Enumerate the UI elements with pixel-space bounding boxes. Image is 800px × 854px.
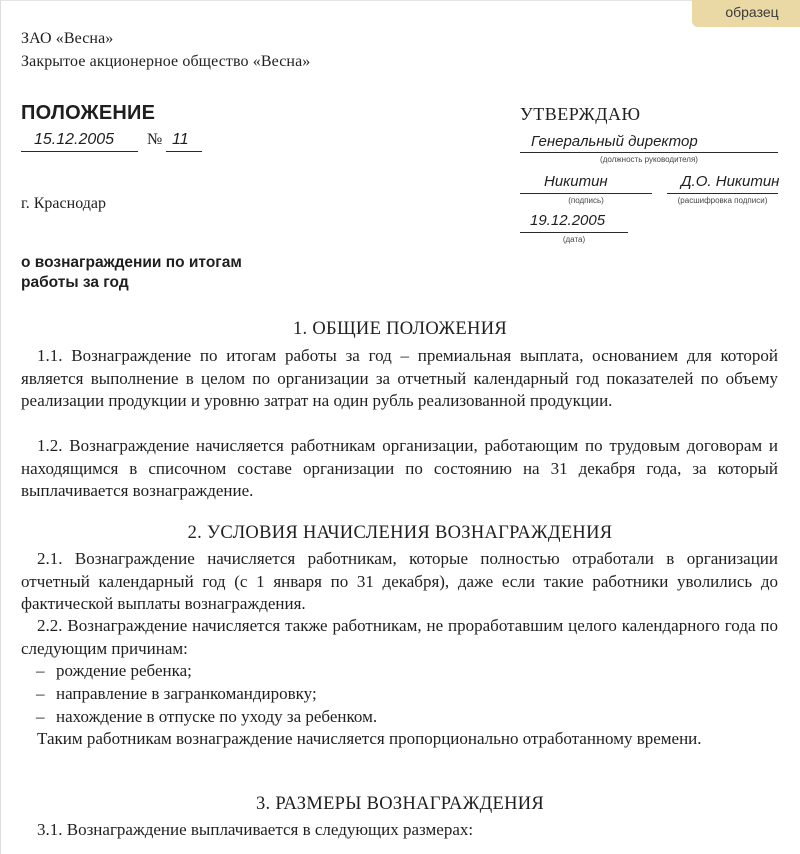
doc-date-underline [21, 151, 138, 152]
list-item-text: направление в загранкомандировку; [56, 684, 317, 703]
list-item [36, 706, 377, 729]
approval-date: 19.12.2005 [530, 212, 606, 229]
approval-date-caption: (дата) [562, 235, 586, 244]
bullet-dash: – [36, 684, 45, 703]
section-3-heading: 3. РАЗМЕРЫ ВОЗНАГРАЖДЕНИЯ [255, 794, 545, 814]
section-2-heading: 2. УСЛОВИЯ НАЧИСЛЕНИЯ ВОЗНАГРАЖДЕНИЯ [187, 523, 613, 543]
subject-line-2: работы за год [21, 274, 129, 291]
section-1-heading: 1. ОБЩИЕ ПОЛОЖЕНИЯ [292, 319, 507, 339]
approval-position-caption: (должность руководителя) [600, 155, 698, 164]
subject-line-1: о вознаграждении по итогам [21, 254, 242, 271]
list-item [36, 660, 192, 683]
paragraph-2-closing: Таким работникам вознаграждение начисляется пропорционально отработанному времени. [37, 729, 702, 748]
doc-number: 11 [172, 131, 189, 148]
sample-badge: образец [692, 0, 800, 27]
doc-date: 15.12.2005 [34, 131, 115, 148]
paragraph-1-1: 1.1. Вознаграждение по итогам работы за год – премиальная выплата, основанием для которой является выполнение в целом по организации за отчетный календарный год показателей по объему реализации продукции и уровню затрат на один рубль реализованной продукции. [21, 346, 778, 410]
approval-signature-caption: (подпись) [568, 196, 604, 205]
org-short-name: ЗАО «Весна» [21, 30, 114, 47]
city: г. Краснодар [21, 195, 106, 212]
approval-signature: Никитин [544, 173, 608, 190]
approval-position: Генеральный директор [531, 133, 698, 150]
list-item [36, 683, 317, 706]
approval-title: УТВЕРЖДАЮ [520, 104, 641, 124]
approval-name-caption: (расшифровка подписи) [677, 196, 768, 205]
approval-position-underline [520, 152, 778, 153]
paragraph-2-2: 2.2. Вознаграждение начисляется также работникам, не проработавшим целого календарного года по следующим причинам: [21, 616, 778, 658]
approval-name-underline [667, 193, 778, 194]
paragraph-2-1: 2.1. Вознаграждение начисляется работникам, которые полностью отработали в организации отчетный календарный год (с 1 января по 31 декабря), даже если такие работники уволились до фактической выплаты вознаграждения. [21, 549, 778, 613]
org-full-name: Закрытое акционерное общество «Весна» [21, 53, 311, 70]
list-item-text: рождение ребенка; [56, 661, 192, 680]
doc-type-title: ПОЛОЖЕНИЕ [21, 102, 156, 124]
number-sign: № [147, 131, 163, 148]
approval-date-underline [520, 232, 628, 233]
bullet-dash: – [36, 661, 45, 680]
approval-signature-underline [520, 193, 652, 194]
paragraph-1-2: 1.2. Вознаграждение начисляется работникам организации, работающим по трудовым договорам и находящимся в списочном составе организации по состоянию на 31 декабря года, за который выплачивается вознаграждение. [21, 436, 778, 500]
doc-number-underline [166, 151, 202, 152]
list-item-text: нахождение в отпуске по уходу за ребенком. [56, 707, 378, 726]
paragraph-3-1: 3.1. Вознаграждение выплачивается в следующих размерах: [37, 820, 474, 839]
approval-name: Д.О. Никитин [681, 173, 780, 190]
bullet-dash: – [36, 707, 45, 726]
